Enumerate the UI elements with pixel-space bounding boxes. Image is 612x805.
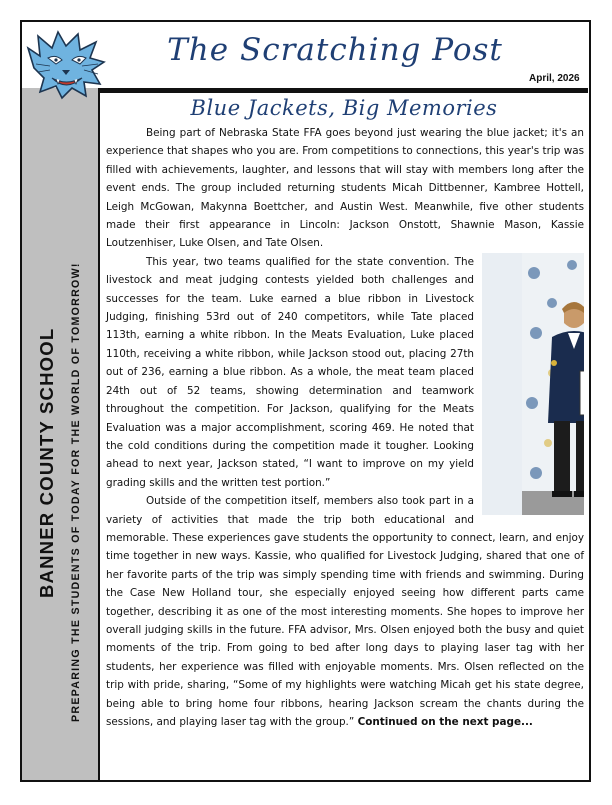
- continued-note: Continued on the next page...: [357, 716, 533, 728]
- school-name: BANNER COUNTY SCHOOL: [36, 327, 57, 598]
- issue-date: April, 2026: [529, 73, 580, 84]
- article-paragraph-3: Outside of the competition itself, members also took part in a variety of activities that made the trip both educational and memorable. These experiences gave students the opportunity to connect, learn, and enjoy time together in new ways. Kassie, who qualified for Livestock Judging, shared that one of her favorite parts of the trip was simply spending time with friends and swimming. During the Case New Holland tour, she especially enjoyed seeing how different parts came together, describing it as one of the most interesting moments. She hopes to improve her overall judging skills in the future. FFA advisor, Mrs. Olsen enjoyed both the busy and quiet moments of the trip. From going to bed after long days to playing laser tag with her students, her experience was filled with enjoyable moments. Mrs. Olsen reflected on the trip with pride, sharing, “Some of my highlights were watching Micah get his state degree, being able to bring home four ribbons, hearing Jackson scream the chants during the sessions, and playing laser tag with the group.”: [106, 495, 584, 728]
- wildcat-logo-icon: [26, 28, 106, 100]
- article-paragraph-2: This year, two teams qualified for the state convention. The livestock and meat judging contests yielded both challenges and successes for the team. Luke earned a blue ribbon in Livestock Judging, finishing 53rd out of 240 competitors, while Tate placed 113th, earning a white ribbon. In the Meats Evaluation, Luke placed 110th, receiving a white ribbon, while Jackson stood out, placing 27th out of 236, earning a blue ribbon. As a whole, the meat team placed 24th out of 52 teams, showing determination and teamwork throughout the competition. For Jackson, qualifying for the Meats Evaluation was a major accomplishment, scoring 469. He noted that the cold conditions during the competition made it tougher. Looking ahead to next year, Jackson stated, “I want to improve on my yield grading skills and the written test portion.”: [106, 255, 474, 489]
- article-headline: Blue Jackets, Big Memories: [190, 96, 498, 120]
- article-paragraph-3-wrap: [106, 492, 584, 731]
- student-photo: [482, 253, 584, 515]
- sidebar: [22, 88, 100, 780]
- article-paragraph-1: Being part of Nebraska State FFA goes beyond just wearing the blue jacket; it's an experience that shapes who you are. From competitions to connections, this year's trip was filled with achievements, laughter, and lessons that will stay with members long after the event ends. The group included returning students Micah Dittbenner, Kambree Hottell, Leigh McGowan, Makynna Boettcher, and Austin West. Meanwhile, five other students made their first appearance in Lincoln: Jackson Onstott, Shawnie Mason, Kassie Loutzenhiser, Luke Olsen, and Tate Olsen.: [106, 127, 584, 250]
- article-body: [106, 124, 584, 731]
- title-divider: [100, 88, 588, 93]
- student-photo-image: [522, 253, 584, 515]
- school-motto: PREPARING THE STUDENTS OF TODAY FOR THE WORLD OF TOMORROW!: [70, 262, 82, 722]
- article-paragraph-2-wrap: [106, 253, 584, 492]
- newsletter-title: The Scratching Post: [167, 32, 503, 68]
